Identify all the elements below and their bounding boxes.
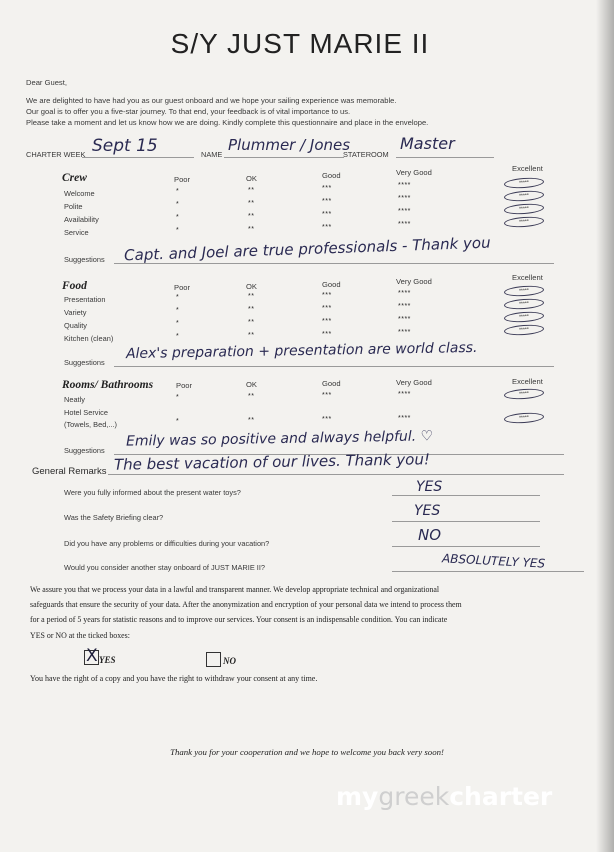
stateroom-line <box>396 157 494 158</box>
rating-poor[interactable]: * <box>176 320 180 327</box>
rating-excellent-circled[interactable]: ***** <box>504 311 545 324</box>
closing-text: Thank you for your cooperation and we hope to welcome you back very soon! <box>170 747 444 757</box>
item-label: Service <box>64 228 89 237</box>
rating-poor[interactable]: * <box>176 307 180 314</box>
col-ok: OK <box>246 174 257 183</box>
rating-excellent-circled[interactable]: ***** <box>504 298 545 311</box>
answer-problems[interactable]: NO <box>418 526 442 544</box>
logo-part-greek: greek <box>378 782 450 811</box>
rating-poor[interactable]: * <box>176 294 180 301</box>
rating-poor[interactable]: * <box>176 394 180 401</box>
item-label: (Towels, Bed,...) <box>64 420 117 429</box>
rating-good[interactable]: *** <box>322 198 332 205</box>
rating-good[interactable]: *** <box>322 185 332 192</box>
privacy-line-3: for a period of 5 years for statistic reasons and to improve our services. Your consent is an indispensable condition. You can indicate <box>30 615 448 624</box>
answer-water-toys[interactable]: YES <box>416 479 443 495</box>
item-label: Quality <box>64 321 88 330</box>
item-label: Presentation <box>64 295 106 304</box>
suggestions-label: Suggestions <box>64 255 105 264</box>
general-remarks-value[interactable]: The best vacation of our lives. Thank you! <box>113 450 431 474</box>
question-another-stay: Would you consider another stay onboard of JUST MARIE II? <box>64 563 266 572</box>
col-poor: Poor <box>176 381 193 390</box>
answer-line <box>392 521 540 522</box>
col-good: Good <box>322 280 341 289</box>
general-remarks-label: General Remarks <box>32 466 107 477</box>
rating-good[interactable]: *** <box>322 331 332 338</box>
rating-ok[interactable]: ** <box>248 187 255 194</box>
item-label: Kitchen (clean) <box>64 334 114 343</box>
answer-line <box>392 546 540 547</box>
section-heading-crew: Crew <box>62 172 87 184</box>
col-ok: OK <box>246 282 257 291</box>
intro-line-2: Our goal is to offer you a five-star journey. To that end, your feedback is of vital importance to us. <box>26 107 351 116</box>
rating-good[interactable]: *** <box>322 305 332 312</box>
stateroom-value[interactable]: Master <box>400 134 455 153</box>
charter-week-line <box>82 157 194 158</box>
question-safety-briefing: Was the Safety Briefing clear? <box>64 513 164 522</box>
answer-safety-briefing[interactable]: YES <box>414 503 441 519</box>
col-good: Good <box>322 379 341 388</box>
consent-yes-label: YES <box>99 655 116 665</box>
rating-excellent-circled[interactable]: ***** <box>504 324 545 337</box>
rating-ok[interactable]: ** <box>248 226 255 233</box>
rating-very-good[interactable]: **** <box>398 303 411 310</box>
greeting: Dear Guest, <box>26 78 67 87</box>
page-shadow <box>596 0 614 852</box>
privacy-line-1: We assure you that we process your data in a lawful and transparent manner. We develop appropriate technical and organizational <box>30 585 440 594</box>
name-line <box>224 157 344 158</box>
col-good: Good <box>322 171 341 180</box>
rating-ok[interactable]: ** <box>248 200 255 207</box>
col-very-good: Very Good <box>396 277 432 286</box>
suggestions-label: Suggestions <box>64 358 105 367</box>
privacy-line-4: YES or NO at the ticked boxes: <box>30 631 130 640</box>
suggestions-label: Suggestions <box>64 446 105 455</box>
rating-ok[interactable]: ** <box>248 319 255 326</box>
rating-good[interactable]: *** <box>322 211 332 218</box>
item-label: Availability <box>64 215 99 224</box>
rating-very-good[interactable]: **** <box>398 391 411 398</box>
col-ok: OK <box>246 380 257 389</box>
item-label: Variety <box>64 308 87 317</box>
col-excellent: Excellent <box>512 377 543 386</box>
rating-ok[interactable]: ** <box>248 417 255 424</box>
privacy-line-2: safeguards that ensure the security of your data. After the anonymization and encryption of your personal data we intend to process them <box>30 600 462 609</box>
rating-very-good[interactable]: **** <box>398 290 411 297</box>
question-water-toys: Were you fully informed about the present water toys? <box>64 488 241 497</box>
rating-excellent-circled[interactable]: ***** <box>504 177 545 190</box>
intro-line-1: We are delighted to have had you as our guest onboard and we hope your sailing experience was memorable. <box>26 96 397 105</box>
item-label: Welcome <box>64 189 95 198</box>
stateroom-label: STATEROOM <box>343 150 389 159</box>
rating-excellent-circled[interactable]: ***** <box>504 285 545 298</box>
rating-poor[interactable]: * <box>176 214 180 221</box>
rating-poor[interactable]: * <box>176 201 180 208</box>
rating-very-good[interactable]: **** <box>398 221 411 228</box>
rights-text: You have the right of a copy and you have the right to withdraw your consent at any time. <box>30 674 318 683</box>
consent-no-label: NO <box>223 656 236 666</box>
col-very-good: Very Good <box>396 378 432 387</box>
intro-line-3: Please take a moment and let us know how we are doing. Kindly complete this questionnaire and place in the envelope. <box>26 118 429 127</box>
rating-very-good[interactable]: **** <box>398 329 411 336</box>
rating-excellent-circled[interactable]: ***** <box>504 412 545 425</box>
question-problems: Did you have any problems or difficulties during your vacation? <box>64 539 270 548</box>
rating-very-good[interactable]: **** <box>398 208 411 215</box>
rating-ok[interactable]: ** <box>248 213 255 220</box>
rating-excellent-circled[interactable]: ***** <box>504 203 545 216</box>
checkmark-x-icon: X <box>86 646 98 666</box>
section-heading-food: Food <box>62 280 87 292</box>
rating-good[interactable]: *** <box>322 318 332 325</box>
answer-another-stay[interactable]: ABSOLUTELY YES <box>441 551 546 571</box>
answer-line <box>392 495 540 496</box>
food-suggestion[interactable]: Alex's preparation + presentation are world class. <box>125 339 478 363</box>
rating-excellent-circled[interactable]: ***** <box>504 388 545 401</box>
item-label: Hotel Service <box>64 408 108 417</box>
section-heading-rooms: Rooms/ Bathrooms <box>62 379 154 391</box>
col-poor: Poor <box>174 175 191 184</box>
rating-ok[interactable]: ** <box>248 332 255 339</box>
rating-very-good[interactable]: **** <box>398 316 411 323</box>
rating-poor[interactable]: * <box>176 418 180 425</box>
rating-good[interactable]: *** <box>322 392 332 399</box>
form-title: S/Y JUST MARIE II <box>170 28 430 59</box>
rooms-suggestion[interactable]: Emily was so positive and always helpful. ♡ <box>125 428 434 450</box>
rating-very-good[interactable]: **** <box>398 195 411 202</box>
rating-excellent-circled[interactable]: ***** <box>504 190 545 203</box>
rating-excellent-circled[interactable]: ***** <box>504 216 545 229</box>
name-label: NAME <box>201 150 223 159</box>
rating-ok[interactable]: ** <box>248 306 255 313</box>
answer-line <box>392 571 584 572</box>
suggestions-line <box>114 263 554 264</box>
col-very-good: Very Good <box>396 168 432 177</box>
rating-very-good[interactable]: **** <box>398 415 411 422</box>
col-excellent: Excellent <box>512 164 543 173</box>
name-value[interactable]: Plummer / Jones <box>228 136 351 154</box>
mygreekcharter-logo <box>336 782 552 811</box>
logo-part-my: my <box>336 782 379 811</box>
charter-week-value[interactable]: Sept 15 <box>92 136 158 156</box>
consent-yes-checkbox[interactable] <box>84 646 99 666</box>
consent-no-checkbox[interactable] <box>206 652 221 667</box>
logo-part-charter: charter <box>449 782 553 811</box>
rating-good[interactable]: *** <box>322 292 332 299</box>
rating-very-good[interactable]: **** <box>398 182 411 189</box>
item-label: Neatly <box>64 395 85 404</box>
col-poor: Poor <box>174 283 191 292</box>
rating-ok[interactable]: ** <box>248 393 255 400</box>
rating-poor[interactable]: * <box>176 227 180 234</box>
rating-poor[interactable]: * <box>176 333 180 340</box>
crew-suggestion[interactable]: Capt. and Joel are true professionals - Thank you <box>123 233 491 265</box>
suggestions-line <box>114 366 554 367</box>
col-excellent: Excellent <box>512 273 543 282</box>
rating-good[interactable]: *** <box>322 416 332 423</box>
rating-good[interactable]: *** <box>322 224 332 231</box>
rating-ok[interactable]: ** <box>248 293 255 300</box>
general-remarks-line <box>108 474 564 475</box>
charter-week-label: CHARTER WEEK <box>26 150 86 159</box>
item-label: Polite <box>64 202 83 211</box>
rating-poor[interactable]: * <box>176 188 180 195</box>
